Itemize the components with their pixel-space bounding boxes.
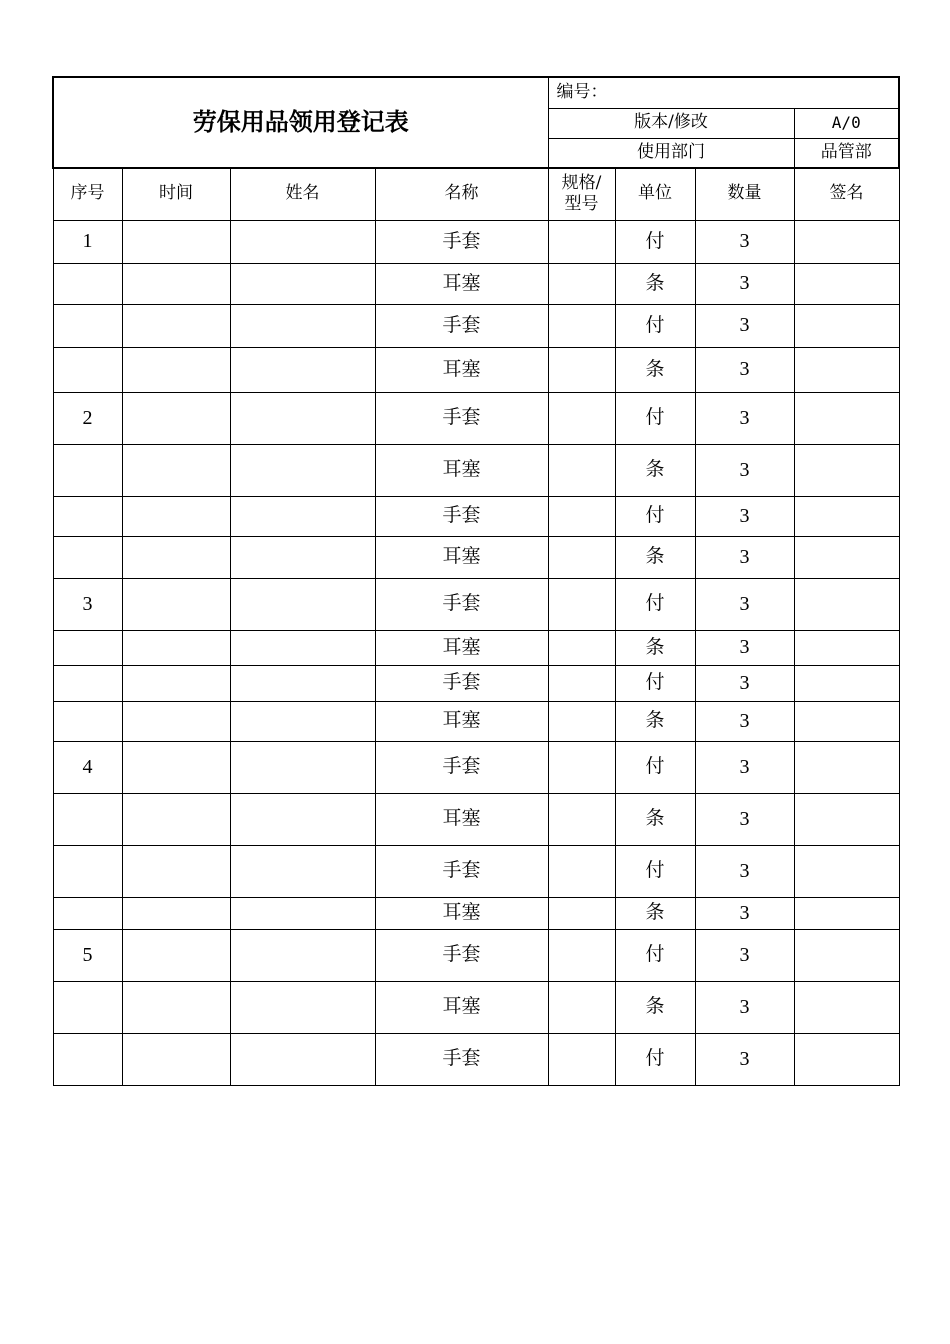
spec-cell — [548, 444, 615, 496]
name-cell — [230, 929, 375, 981]
seq-cell: 4 — [53, 741, 122, 793]
time-cell — [122, 536, 230, 578]
spec-cell — [548, 793, 615, 845]
spec-cell — [548, 845, 615, 897]
qty-cell: 3 — [695, 220, 794, 263]
sign-cell — [794, 304, 899, 347]
item-cell: 手套 — [375, 496, 548, 536]
item-cell: 手套 — [375, 665, 548, 701]
item-cell: 耳塞 — [375, 536, 548, 578]
name-cell — [230, 220, 375, 263]
item-cell: 耳塞 — [375, 701, 548, 741]
qty-cell: 3 — [695, 897, 794, 929]
table-row — [53, 347, 899, 392]
time-cell — [122, 630, 230, 665]
name-cell — [230, 1033, 375, 1085]
item-cell: 耳塞 — [375, 793, 548, 845]
table-row — [53, 496, 899, 536]
item-cell: 手套 — [375, 220, 548, 263]
time-cell — [122, 444, 230, 496]
spec-cell — [548, 741, 615, 793]
seq-cell — [53, 1033, 122, 1085]
time-cell — [122, 929, 230, 981]
time-cell — [122, 701, 230, 741]
item-cell: 耳塞 — [375, 897, 548, 929]
time-cell — [122, 1033, 230, 1085]
unit-cell: 条 — [615, 444, 695, 496]
name-cell — [230, 793, 375, 845]
unit-cell: 付 — [615, 392, 695, 444]
item-cell: 耳塞 — [375, 981, 548, 1033]
sign-cell — [794, 897, 899, 929]
spec-cell — [548, 578, 615, 630]
spec-cell — [548, 981, 615, 1033]
column-header-spec-line2: 型号 — [564, 194, 599, 215]
table-row — [53, 263, 899, 304]
table-row — [53, 929, 899, 981]
table-row — [53, 741, 899, 793]
time-cell — [122, 578, 230, 630]
time-cell — [122, 392, 230, 444]
seq-cell — [53, 347, 122, 392]
qty-cell: 3 — [695, 981, 794, 1033]
name-cell — [230, 444, 375, 496]
sign-cell — [794, 1033, 899, 1085]
table-row — [53, 536, 899, 578]
seq-cell — [53, 665, 122, 701]
sign-cell — [794, 741, 899, 793]
spec-cell — [548, 536, 615, 578]
table-row — [53, 578, 899, 630]
name-cell — [230, 347, 375, 392]
time-cell — [122, 347, 230, 392]
spec-cell — [548, 701, 615, 741]
table-row — [53, 630, 899, 665]
sign-cell — [794, 630, 899, 665]
unit-cell: 条 — [615, 263, 695, 304]
unit-cell: 付 — [615, 741, 695, 793]
table-row — [53, 897, 899, 929]
unit-cell: 条 — [615, 701, 695, 741]
seq-cell — [53, 897, 122, 929]
table-row — [53, 392, 899, 444]
table-row — [53, 845, 899, 897]
name-cell — [230, 897, 375, 929]
unit-cell: 付 — [615, 496, 695, 536]
qty-cell: 3 — [695, 347, 794, 392]
name-cell — [230, 665, 375, 701]
spec-cell — [548, 347, 615, 392]
item-cell: 手套 — [375, 578, 548, 630]
qty-cell: 3 — [695, 701, 794, 741]
time-cell — [122, 304, 230, 347]
seq-cell — [53, 444, 122, 496]
time-cell — [122, 741, 230, 793]
registration-table — [52, 76, 900, 1086]
sign-cell — [794, 444, 899, 496]
column-header-time: 时间 — [122, 168, 230, 220]
name-cell — [230, 578, 375, 630]
unit-cell: 条 — [615, 630, 695, 665]
seq-cell: 2 — [53, 392, 122, 444]
time-cell — [122, 897, 230, 929]
table-row — [53, 665, 899, 701]
time-cell — [122, 496, 230, 536]
column-header-row — [53, 168, 899, 220]
qty-cell: 3 — [695, 392, 794, 444]
time-cell — [122, 845, 230, 897]
qty-cell: 3 — [695, 304, 794, 347]
time-cell — [122, 263, 230, 304]
item-cell: 耳塞 — [375, 347, 548, 392]
item-cell: 手套 — [375, 741, 548, 793]
column-header-spec-line1: 规格/ — [561, 173, 602, 193]
name-cell — [230, 304, 375, 347]
spec-cell — [548, 496, 615, 536]
table-row — [53, 981, 899, 1033]
unit-cell: 条 — [615, 793, 695, 845]
column-header-qty: 数量 — [695, 168, 794, 220]
seq-cell — [53, 304, 122, 347]
unit-cell: 付 — [615, 665, 695, 701]
seq-cell — [53, 845, 122, 897]
sign-cell — [794, 496, 899, 536]
table-row — [53, 304, 899, 347]
sign-cell — [794, 347, 899, 392]
name-cell — [230, 496, 375, 536]
sign-cell — [794, 929, 899, 981]
qty-cell: 3 — [695, 665, 794, 701]
spec-cell — [548, 263, 615, 304]
time-cell — [122, 665, 230, 701]
qty-cell: 3 — [695, 741, 794, 793]
unit-cell: 付 — [615, 1033, 695, 1085]
name-cell — [230, 741, 375, 793]
qty-cell: 3 — [695, 1033, 794, 1085]
qty-cell: 3 — [695, 496, 794, 536]
unit-cell: 条 — [615, 536, 695, 578]
seq-cell: 3 — [53, 578, 122, 630]
spec-cell — [548, 630, 615, 665]
seq-cell — [53, 536, 122, 578]
seq-cell — [53, 496, 122, 536]
table-row — [53, 1033, 899, 1085]
item-cell: 手套 — [375, 929, 548, 981]
document-title: 劳保用品领用登记表 — [53, 77, 548, 168]
unit-cell: 付 — [615, 845, 695, 897]
department-label: 使用部门 — [548, 138, 794, 168]
qty-cell: 3 — [695, 578, 794, 630]
qty-cell: 3 — [695, 263, 794, 304]
spec-cell — [548, 929, 615, 981]
seq-cell — [53, 263, 122, 304]
seq-cell — [53, 793, 122, 845]
name-cell — [230, 263, 375, 304]
seq-cell: 5 — [53, 929, 122, 981]
item-cell: 耳塞 — [375, 444, 548, 496]
qty-cell: 3 — [695, 444, 794, 496]
name-cell — [230, 630, 375, 665]
table-row — [53, 444, 899, 496]
qty-cell: 3 — [695, 630, 794, 665]
table-row — [53, 220, 899, 263]
time-cell — [122, 793, 230, 845]
sign-cell — [794, 536, 899, 578]
sign-cell — [794, 392, 899, 444]
sign-cell — [794, 793, 899, 845]
table-row — [53, 793, 899, 845]
item-cell: 手套 — [375, 845, 548, 897]
spec-cell — [548, 665, 615, 701]
column-header-item: 名称 — [375, 168, 548, 220]
department-value: 品管部 — [794, 138, 899, 168]
sign-cell — [794, 263, 899, 304]
seq-cell — [53, 701, 122, 741]
spec-cell — [548, 304, 615, 347]
unit-cell: 条 — [615, 897, 695, 929]
spec-cell — [548, 1033, 615, 1085]
version-value: A/0 — [794, 108, 899, 138]
column-header-name: 姓名 — [230, 168, 375, 220]
qty-cell: 3 — [695, 929, 794, 981]
spec-cell — [548, 897, 615, 929]
item-cell: 手套 — [375, 392, 548, 444]
column-header-sign: 签名 — [794, 168, 899, 220]
seq-cell: 1 — [53, 220, 122, 263]
sign-cell — [794, 578, 899, 630]
column-header-seq: 序号 — [53, 168, 122, 220]
document-code-label: 编号： — [548, 77, 899, 108]
seq-cell — [53, 981, 122, 1033]
item-cell: 手套 — [375, 1033, 548, 1085]
item-cell: 耳塞 — [375, 630, 548, 665]
spec-cell — [548, 392, 615, 444]
unit-cell: 付 — [615, 304, 695, 347]
name-cell — [230, 981, 375, 1033]
column-header-unit: 单位 — [615, 168, 695, 220]
name-cell — [230, 536, 375, 578]
unit-cell: 条 — [615, 347, 695, 392]
name-cell — [230, 845, 375, 897]
qty-cell: 3 — [695, 536, 794, 578]
item-cell: 手套 — [375, 304, 548, 347]
table-row — [53, 701, 899, 741]
sign-cell — [794, 701, 899, 741]
time-cell — [122, 981, 230, 1033]
name-cell — [230, 392, 375, 444]
qty-cell: 3 — [695, 845, 794, 897]
sign-cell — [794, 665, 899, 701]
unit-cell: 付 — [615, 220, 695, 263]
sign-cell — [794, 220, 899, 263]
qty-cell: 3 — [695, 793, 794, 845]
column-header-spec — [548, 168, 615, 220]
unit-cell: 付 — [615, 929, 695, 981]
spec-cell — [548, 220, 615, 263]
time-cell — [122, 220, 230, 263]
sign-cell — [794, 845, 899, 897]
unit-cell: 付 — [615, 578, 695, 630]
item-cell: 耳塞 — [375, 263, 548, 304]
sign-cell — [794, 981, 899, 1033]
name-cell — [230, 701, 375, 741]
version-label: 版本/修改 — [548, 108, 794, 138]
unit-cell: 条 — [615, 981, 695, 1033]
seq-cell — [53, 630, 122, 665]
